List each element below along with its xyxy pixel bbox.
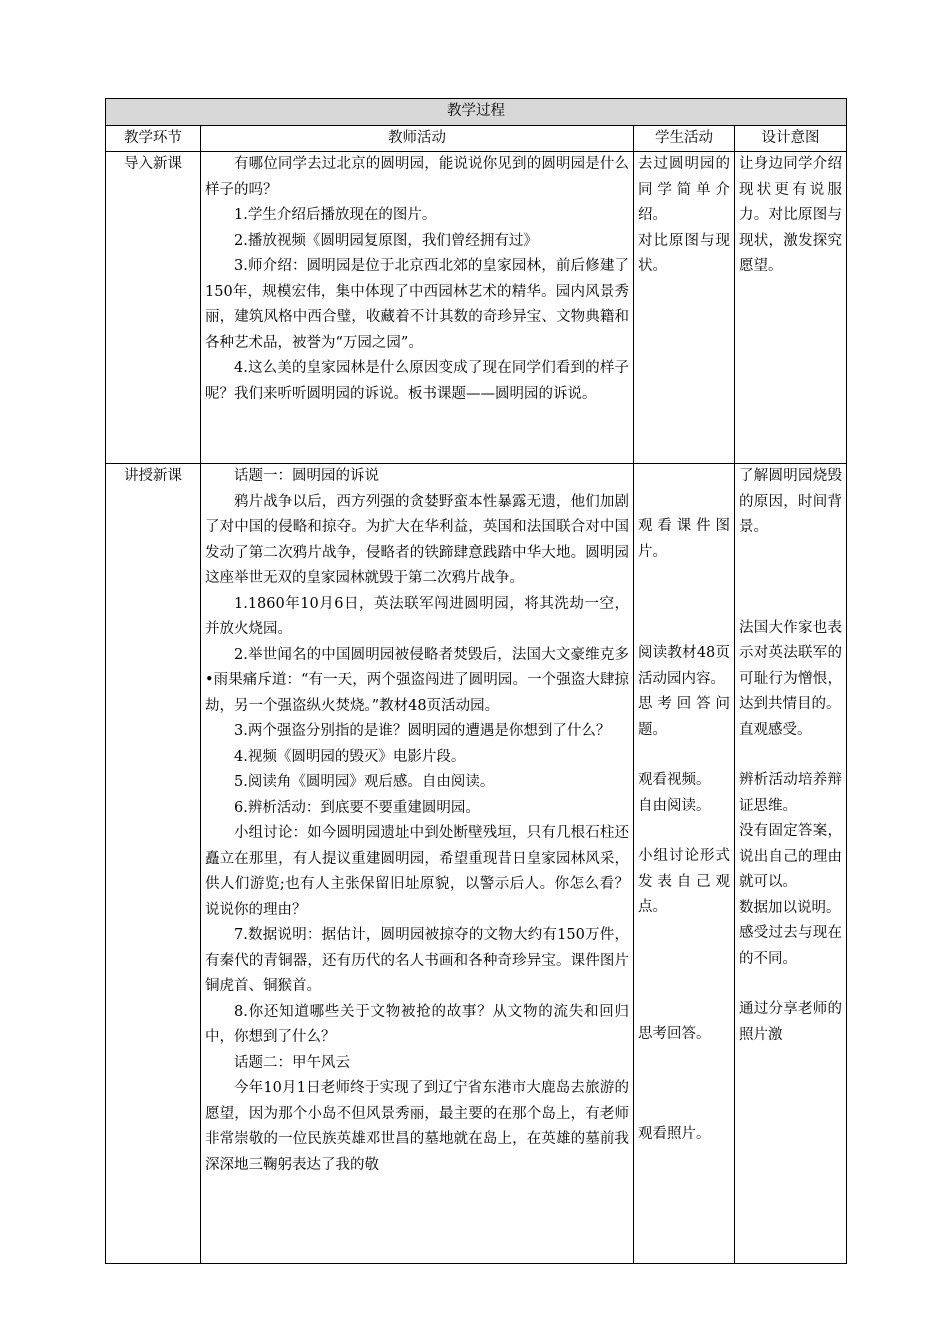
- spacer: [638, 1047, 730, 1097]
- spacer: [638, 1097, 730, 1122]
- student-paragraph: 思考回答问题。: [638, 696, 730, 738]
- spacer: [638, 997, 730, 1022]
- table-title-row: [106, 99, 847, 126]
- teaching-process-table: [105, 98, 847, 1264]
- teacher-paragraph: 3.师介绍：圆明园是位于北京西北郊的皇家园林，前后修建了150年，规模宏伟，集中体现了中西园林艺术的精华。园内风景秀丽，建筑风格中西合璧，收藏着不计其数的奇珍异宝、文物典籍和各种艺术品，被誉为“万园之园”。: [205, 258, 629, 351]
- spacer: [638, 819, 730, 844]
- intent-paragraph: 让身边同学介绍现状更有说服力。对比原图与现状，激发探究愿望。: [739, 156, 842, 274]
- intent-paragraph: 没有固定答案，说出自己的理由就可以。: [739, 823, 842, 890]
- intent-paragraph: 直观感受。: [739, 721, 812, 738]
- spacer: [638, 464, 730, 514]
- spacer: [739, 591, 842, 616]
- teacher-paragraph: 4.视频《圆明园的毁灭》电影片段。: [234, 748, 466, 765]
- student-paragraph: 自由阅读。: [638, 797, 711, 814]
- spacer: [638, 565, 730, 641]
- table-title: 教学过程: [106, 99, 847, 126]
- teacher-paragraph: 1.1860年10月6日，英法联军闯进圆明园，将其洗劫一空，并放火烧园。: [205, 595, 629, 637]
- spacer: [638, 743, 730, 768]
- spacer: [739, 541, 842, 591]
- intent-paragraph: 了解圆明园烧毁的原因，时间背景。: [739, 468, 842, 535]
- spacer: [739, 743, 842, 768]
- teacher-paragraph: 小组讨论：如今圆明园遗址中到处断壁残垣，只有几根石柱还矗立在那里，有人提议重建圆明园，希望重现昔日皇家园林风采，供人们游览;也有人主张保留旧址原貌，以警示后人。你怎么看？说说你的理由？: [205, 825, 629, 918]
- teacher-paragraph: 4.这么美的皇家园林是什么原因变成了现在同学们看到的样子呢？我们来听听圆明园的诉说。板书课题——圆明园的诉说。: [205, 360, 629, 402]
- student-paragraph: 小组讨论形式发表自己观点。: [638, 848, 730, 915]
- teacher-paragraph: 2.播放视频《圆明园复原图，我们曾经拥有过》: [234, 232, 538, 249]
- spacer: [638, 921, 730, 997]
- teacher-paragraph: 鸦片战争以后，西方列强的贪婪野蛮本性暴露无遗，他们加剧了对中国的侵略和掠夺。为扩大在华利益，英国和法国联合对中国发动了第二次鸦片战争，侵略者的铁蹄肆意践踏中华大地。圆明园这座举世无双的皇家园林就毁于第二次鸦片战争。: [205, 493, 629, 586]
- teacher-paragraph: 话题二：甲午风云: [234, 1054, 350, 1071]
- phase-cell: 讲授新课: [106, 464, 201, 1264]
- design-intent-cell: [735, 464, 847, 1264]
- student-paragraph: 阅读教材48页活动园内容。: [638, 645, 730, 687]
- design-intent-cell: [735, 152, 847, 464]
- table-header-row: [106, 125, 847, 152]
- teacher-paragraph: 5.阅读角《圆明园》观后感。自由阅读。: [234, 774, 495, 790]
- student-paragraph: 思考回答。: [638, 1025, 711, 1042]
- header-phase: 教学环节: [106, 125, 201, 152]
- teacher-paragraph: 有哪位同学去过北京的圆明园，能说说你见到的圆明园是什么样子的吗？: [205, 156, 629, 198]
- spacer: [739, 972, 842, 997]
- header-intent: 设计意图: [735, 125, 847, 152]
- intent-paragraph: 法国大作家也表示对英法联军的可耻行为憎恨，达到共情目的。: [739, 619, 842, 712]
- intent-paragraph: 感受过去与现在的不同。: [739, 925, 842, 967]
- student-activity-cell: [634, 152, 735, 464]
- header-teacher: 教师活动: [201, 125, 634, 152]
- intent-paragraph: 通过分享老师的照片激: [739, 1001, 842, 1043]
- intent-paragraph: 辨析活动培养辩证思维。: [739, 772, 842, 814]
- student-paragraph: 对比原图与现状。: [638, 232, 730, 274]
- student-activity-cell: [634, 464, 735, 1264]
- teacher-activity-cell: [201, 152, 634, 464]
- intent-paragraph: 数据加以说明。: [739, 899, 841, 916]
- phase-cell: 导入新课: [106, 152, 201, 464]
- teacher-paragraph: 今年10月1日老师终于实现了到辽宁省东港市大鹿岛去旅游的愿望，因为那个小岛不但风景秀丽，最主要的在那个岛上，有老师非常崇敬的一位民族英雄邓世昌的墓地就在岛上，在英雄的墓前我深深地三鞠躬表达了我的敬: [205, 1080, 629, 1173]
- teacher-paragraph: 3.两个强盗分别指的是谁？圆明园的遭遇是你想到了什么？: [234, 723, 611, 739]
- teacher-paragraph: 8.你还知道哪些关于文物被抢的故事？从文物的流失和回归中，你想到了什么？: [205, 1003, 629, 1045]
- header-student: 学生活动: [634, 125, 735, 152]
- teacher-paragraph: 话题一：圆明园的诉说: [234, 468, 379, 484]
- student-paragraph: 观看照片。: [638, 1126, 711, 1142]
- student-paragraph: 观看课件图片。: [638, 518, 730, 560]
- table-row: [106, 152, 847, 464]
- teacher-activity-cell: [201, 464, 634, 1264]
- table-row: [106, 464, 847, 1264]
- teacher-paragraph: 2.举世闻名的中国圆明园被侵略者焚毁后，法国大文豪维克多•雨果痛斥道：“有一天，两个强盗闯进了圆明园。一个强盗大肆掠劫，另一个强盗纵火焚烧。”教材48页活动园。: [205, 646, 629, 714]
- teacher-paragraph: 1.学生介绍后播放现在的图片。: [234, 207, 437, 223]
- teacher-paragraph: 6.辨析活动：到底要不要重建圆明园。: [234, 799, 480, 816]
- student-paragraph: 去过圆明园的同学简单介绍。: [638, 156, 730, 223]
- teacher-paragraph: 7.数据说明：据估计，圆明园被掠夺的文物大约有150万件，有秦代的青铜器，还有历代的名人书画和各种奇珍异宝。课件图片铜虎首、铜猴首。: [205, 927, 629, 994]
- student-paragraph: 观看视频。: [638, 772, 711, 788]
